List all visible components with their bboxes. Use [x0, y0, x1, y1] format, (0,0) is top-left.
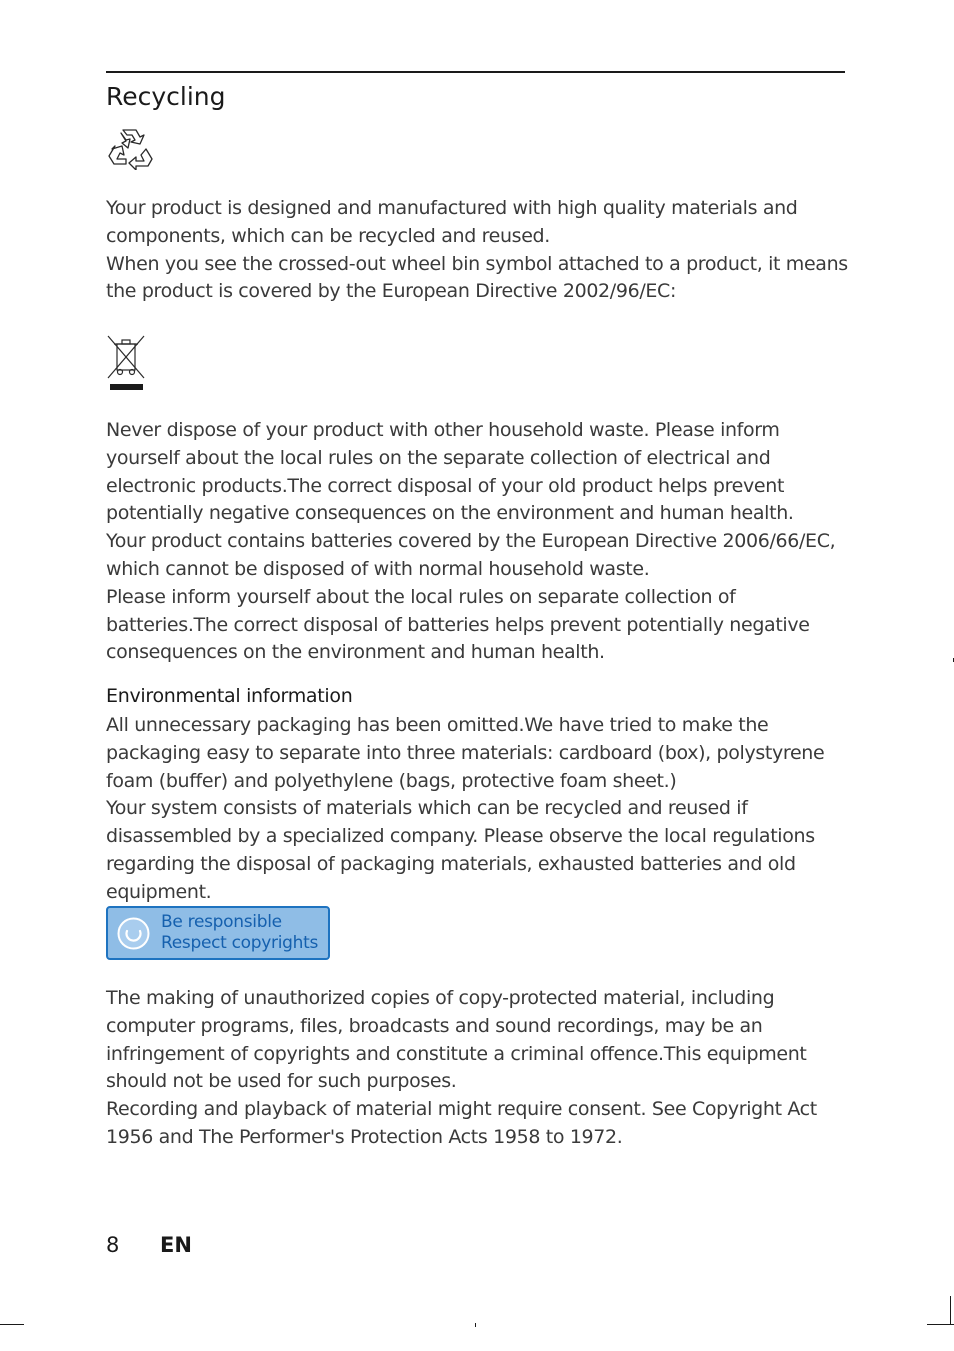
copyright-badge — [106, 906, 330, 960]
recycle-icon — [106, 126, 154, 170]
section-title: Recycling — [106, 82, 226, 111]
crossed-out-wheeled-bin-icon — [106, 334, 146, 392]
copyright-paragraphs — [106, 985, 851, 1152]
section-rule — [106, 71, 845, 73]
crop-mark — [950, 1296, 951, 1324]
badge-line-1: Be responsible — [161, 912, 282, 932]
intro-text: When you see the crossed-out wheel bin symbol attached to a product, it means the product is covered by the European Directive 2002/96/EC: — [106, 252, 848, 303]
crop-mark — [0, 1324, 24, 1325]
environment-text: All unnecessary packaging has been omitted.We have tried to make the packaging easy to separate into three materials: cardboard (box), polystyrene foam (buffer) and polyethylene (bags, protective foam sheet.) — [106, 714, 825, 792]
power-circle-icon — [117, 917, 150, 950]
intro-text: Your product is designed and manufactured with high quality materials and components, which can be recycled and reused. — [106, 197, 798, 247]
disposal-text: Please inform yourself about the local rules on separate collection of batteries.The correct disposal of batteries helps prevent potentially negative consequences on the environment and human health. — [106, 585, 810, 664]
page-number: 8 — [106, 1233, 120, 1257]
environment-heading: Environmental information — [106, 685, 353, 707]
environment-text: Your system consists of materials which can be recycled and reused if disassembled by a specialized company. Please observe the local regulations regarding the disposal of packaging materials, exhausted batteries and old equipment. — [106, 797, 815, 903]
copyright-text: Recording and playback of material might require consent. See Copyright Act 1956 and The Performer's Protection Acts 1958 to 1972. — [106, 1098, 817, 1148]
disposal-text: Never dispose of your product with other household waste. Please inform yourself about the local rules on the separate collection of electrical and electronic products.The correct disposal of your old product helps prevent potentially negative consequences on the environment and human health. — [106, 419, 794, 525]
crop-mark — [475, 1323, 476, 1327]
language-code: EN — [160, 1233, 192, 1257]
badge-line-2: Respect copyrights — [161, 933, 319, 953]
disposal-text: Your product contains batteries covered by the European Directive 2006/66/EC, which cannot be disposed of with normal household waste. — [106, 530, 836, 580]
copyright-text: The making of unauthorized copies of copy-protected material, including computer programs, files, broadcasts and sound recordings, may be an infringement of copyrights and constitute a criminal offence.This equipment should not be used for such purposes. — [106, 987, 807, 1093]
intro-paragraphs — [106, 195, 851, 306]
crop-mark — [927, 1324, 954, 1325]
environment-paragraphs — [106, 712, 851, 907]
disposal-paragraphs — [106, 417, 851, 667]
